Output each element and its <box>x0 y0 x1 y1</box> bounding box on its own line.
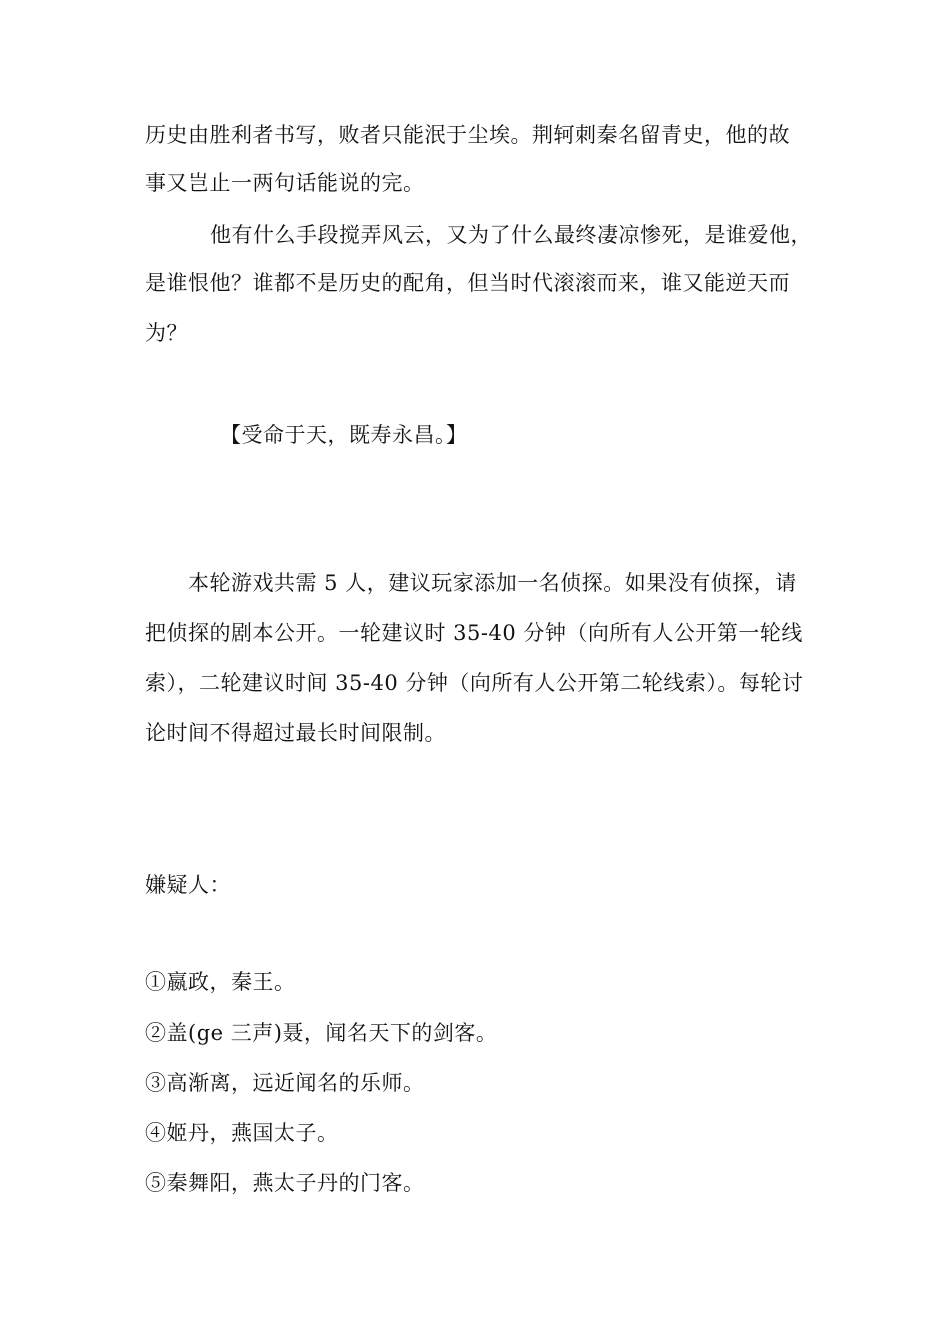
questions-line-3: 为？ <box>145 321 188 345</box>
suspect-item: ⑤秦舞阳，燕太子丹的门客。 <box>145 1171 425 1195</box>
rules-line-2: 把侦探的剧本公开。一轮建议时 35-40 分钟（向所有人公开第一轮线 <box>145 621 803 645</box>
suspects-heading: 嫌疑人： <box>145 873 231 897</box>
rules-line-4: 论时间不得超过最长时间限制。 <box>145 721 446 745</box>
intro-line-2: 事又岂止一两句话能说的完。 <box>145 171 425 195</box>
suspect-item: ②盖(ge 三声)聂，闻名天下的剑客。 <box>145 1021 498 1045</box>
motto: 【受命于天，既寿永昌。】 <box>220 423 468 447</box>
rules-line-1: 本轮游戏共需 5 人，建议玩家添加一名侦探。如果没有侦探，请 <box>188 571 797 595</box>
questions-line-2: 是谁恨他？谁都不是历史的配角，但当时代滚滚而来，谁又能逆天而 <box>145 271 790 295</box>
questions-line-1: 他有什么手段搅弄风云，又为了什么最终凄凉惨死，是谁爱他， <box>210 223 812 247</box>
suspect-item: ④姬丹，燕国太子。 <box>145 1121 339 1145</box>
suspect-item: ①嬴政，秦王。 <box>145 970 296 994</box>
rules-line-3: 索），二轮建议时间 35-40 分钟（向所有人公开第二轮线索）。每轮讨 <box>145 671 804 695</box>
suspect-item: ③高渐离，远近闻名的乐师。 <box>145 1071 425 1095</box>
intro-line-1: 历史由胜利者书写，败者只能泯于尘埃。荆轲刺秦名留青史，他的故 <box>145 123 790 147</box>
